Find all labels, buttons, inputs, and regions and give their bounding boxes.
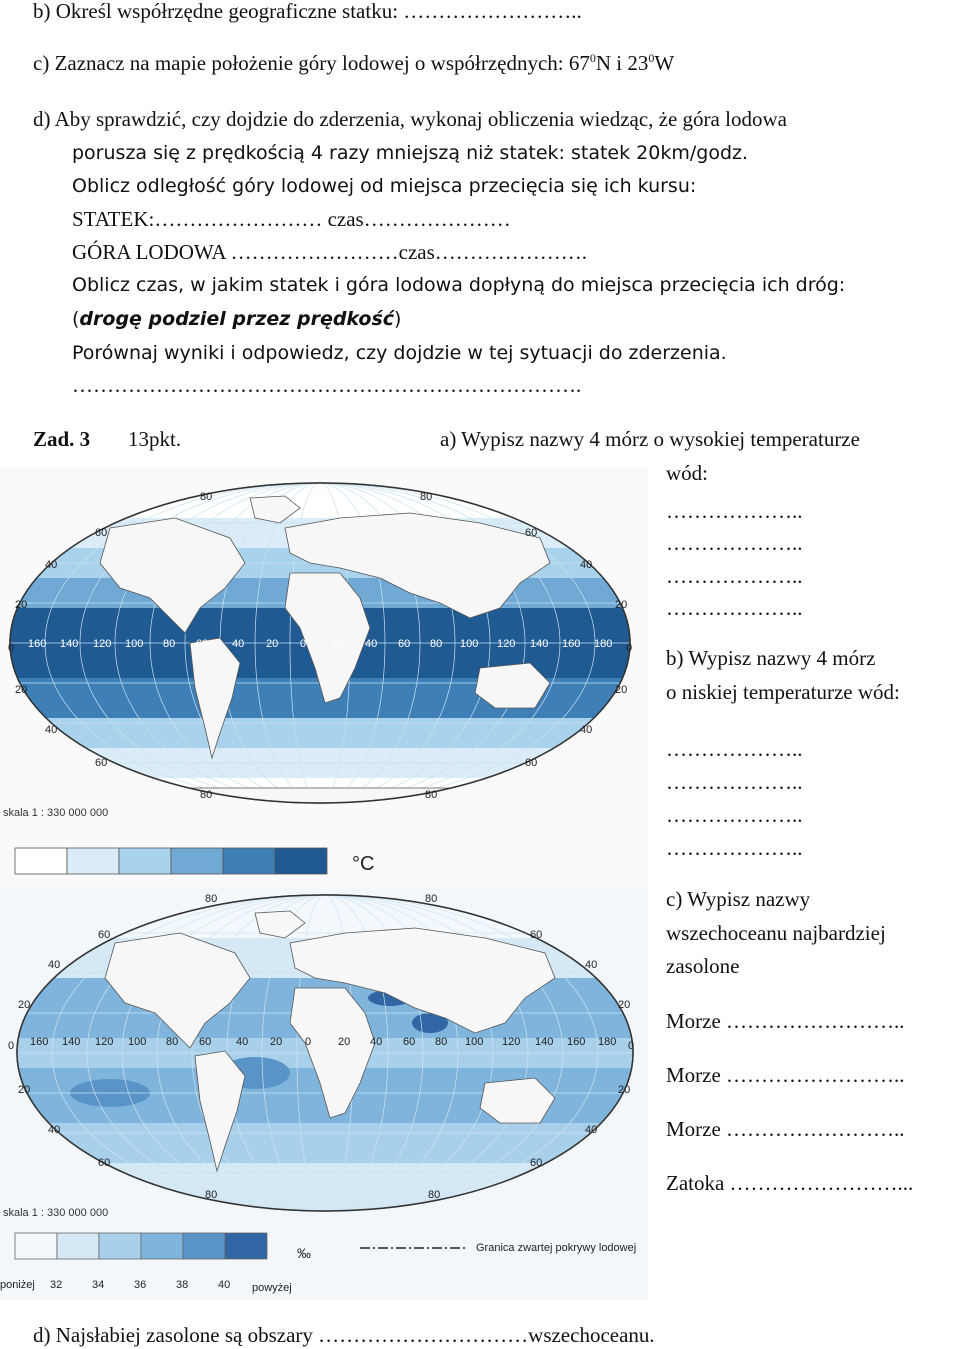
legend-swatch bbox=[275, 848, 327, 874]
lat-label: 80 bbox=[205, 1189, 218, 1201]
lat-label: 0 bbox=[628, 1040, 635, 1052]
legend-tick: 34 bbox=[92, 1279, 105, 1291]
lon-label: 160 bbox=[30, 1036, 49, 1048]
lon-label: 80 bbox=[435, 1036, 448, 1048]
lon-label: 120 bbox=[95, 1036, 114, 1048]
lat-label: 40 bbox=[48, 1124, 61, 1136]
lon-label: 80 bbox=[166, 1036, 179, 1048]
lat-label: 20 bbox=[618, 999, 631, 1011]
task-a-line1: a) Wypisz nazwy 4 mórz o wysokiej temperaturze bbox=[440, 427, 860, 451]
question-b: b) Określ współrzędne geograficzne statku: …………………….. bbox=[33, 0, 582, 23]
task-points: 13pkt. bbox=[128, 427, 182, 451]
lon-label: 60 bbox=[398, 638, 411, 650]
legend-swatch bbox=[223, 848, 275, 874]
lon-label: 140 bbox=[62, 1036, 81, 1048]
task-b-line2: o niskiej temperaturze wód: bbox=[666, 680, 900, 704]
lon-label: 20 bbox=[338, 1036, 351, 1048]
lon-label: 80 bbox=[163, 638, 176, 650]
lat-label: 80 bbox=[420, 491, 433, 503]
answer-line: ……………….. bbox=[666, 836, 803, 860]
salinity-map bbox=[0, 888, 648, 1300]
lon-label: 40 bbox=[370, 1036, 383, 1048]
lon-label: 40 bbox=[232, 638, 245, 650]
legend-swatch bbox=[183, 1233, 225, 1259]
lon-label: 20 bbox=[270, 1036, 283, 1048]
legend-tick: 32 bbox=[50, 1279, 63, 1291]
legend-unit: ‰ bbox=[297, 1245, 311, 1261]
legend-tick: 38 bbox=[176, 1279, 189, 1291]
answer-line: Morze …………………….. bbox=[666, 1009, 905, 1033]
answer-line: ……………….. bbox=[666, 564, 803, 588]
task-b-line1: b) Wypisz nazwy 4 mórz bbox=[666, 646, 876, 670]
lon-label: 60 bbox=[199, 1036, 212, 1048]
legend-swatch bbox=[15, 1233, 57, 1259]
map-scale: skala 1 : 330 000 000 bbox=[3, 807, 109, 819]
lat-label: 20 bbox=[15, 684, 28, 696]
lon-label: 140 bbox=[530, 638, 549, 650]
legend-tick: powyżej bbox=[252, 1282, 292, 1294]
task-c-line3: zasolone bbox=[666, 954, 740, 978]
lat-label: 20 bbox=[618, 1084, 631, 1096]
lat-label: 40 bbox=[580, 559, 593, 571]
answer-line: Morze …………………….. bbox=[666, 1117, 905, 1141]
lat-label: 20 bbox=[615, 599, 628, 611]
map-scale: skala 1 : 330 000 000 bbox=[3, 1207, 109, 1219]
lat-label: 40 bbox=[45, 559, 58, 571]
task-c-line1: c) Wypisz nazwy bbox=[666, 887, 811, 911]
lon-label: 120 bbox=[93, 638, 112, 650]
lat-label: 80 bbox=[205, 893, 218, 905]
task-label: Zad. 3 bbox=[33, 427, 91, 451]
lat-label: 60 bbox=[530, 929, 543, 941]
temperature-map-figure bbox=[0, 468, 648, 888]
legend-ticks bbox=[0, 1279, 292, 1294]
task-a-line2: wód: bbox=[666, 461, 708, 485]
lon-label: 40 bbox=[236, 1036, 249, 1048]
lon-label: 0 bbox=[305, 1036, 312, 1048]
lon-label: 80 bbox=[430, 638, 443, 650]
lat-label: 80 bbox=[425, 893, 438, 905]
legend-tick: poniżej bbox=[0, 1279, 35, 1291]
question-d-line3: Oblicz odległość góry lodowej od miejsca przecięcia się ich kursu: bbox=[72, 175, 697, 197]
answer-line: Zatoka ……………………... bbox=[666, 1171, 914, 1195]
lon-label: 20 bbox=[266, 638, 279, 650]
lat-label: 20 bbox=[15, 599, 28, 611]
legend-unit: °C bbox=[352, 853, 375, 875]
lat-label: 20 bbox=[18, 999, 31, 1011]
question-d-line2: porusza się z prędkością 4 razy mniejszą niż statek: statek 20km/godz. bbox=[72, 142, 749, 164]
answer-line: ………………………………………………………………. bbox=[72, 373, 582, 397]
answer-line: Morze …………………….. bbox=[666, 1063, 905, 1087]
answer-line: ……………….. bbox=[666, 499, 803, 523]
lat-label: 0 bbox=[626, 642, 633, 654]
question-d-line6: Oblicz czas, w jakim statek i góra lodowa dopłyną do miejsca przecięcia ich dróg: bbox=[72, 274, 846, 296]
task-c-line2: wszechoceanu najbardziej bbox=[666, 921, 886, 945]
salinity-legend bbox=[15, 1233, 267, 1259]
lat-label: 80 bbox=[428, 1189, 441, 1201]
lat-label: 20 bbox=[18, 1084, 31, 1096]
lon-label: 120 bbox=[497, 638, 516, 650]
temperature-map bbox=[0, 468, 648, 888]
legend-swatch bbox=[119, 848, 171, 874]
legend-swatch bbox=[171, 848, 223, 874]
legend-tick: 36 bbox=[134, 1279, 147, 1291]
lon-label: 180 bbox=[598, 1036, 617, 1048]
question-d-compare: Porównaj wyniki i odpowiedz, czy dojdzie w tej sytuacji do zderzenia. bbox=[72, 342, 727, 364]
lon-label: 160 bbox=[562, 638, 581, 650]
lon-label: 40 bbox=[365, 638, 378, 650]
lon-label: 20 bbox=[333, 638, 346, 650]
lon-label: 100 bbox=[460, 638, 479, 650]
answer-line: ……………….. bbox=[666, 803, 803, 827]
lon-label: 120 bbox=[502, 1036, 521, 1048]
lon-label: 100 bbox=[125, 638, 144, 650]
lon-label: 160 bbox=[28, 638, 47, 650]
lat-label: 60 bbox=[95, 757, 108, 769]
lon-label: 0 bbox=[300, 638, 307, 650]
lat-label: 80 bbox=[425, 789, 438, 801]
temperature-legend bbox=[15, 848, 327, 874]
question-d-ship: STATEK:…………………… czas………………… bbox=[72, 207, 511, 231]
lon-label: 140 bbox=[535, 1036, 554, 1048]
legend-swatch bbox=[67, 848, 119, 874]
lat-label: 40 bbox=[585, 1124, 598, 1136]
lat-label: 40 bbox=[48, 959, 61, 971]
lat-label: 0 bbox=[8, 1040, 15, 1052]
lat-label: 60 bbox=[525, 757, 538, 769]
lat-label: 60 bbox=[530, 1157, 543, 1169]
legend-swatch bbox=[141, 1233, 183, 1259]
lat-label: 60 bbox=[525, 527, 538, 539]
lat-label: 80 bbox=[200, 789, 213, 801]
lat-label: 20 bbox=[615, 684, 628, 696]
answer-line: ……………….. bbox=[666, 770, 803, 794]
answer-line: ……………….. bbox=[666, 531, 803, 555]
legend-swatch bbox=[225, 1233, 267, 1259]
lat-label: 40 bbox=[580, 724, 593, 736]
lat-label: 0 bbox=[8, 642, 15, 654]
question-d-hint: (drogę podziel przez prędkość) bbox=[72, 308, 402, 330]
lat-label: 40 bbox=[585, 959, 598, 971]
question-c: c) Zaznacz na mapie położenie góry lodowej o współrzędnych: $67^0N$ i $23^0W$ bbox=[33, 51, 675, 75]
legend-boundary-label: Granica zwartej pokrywy lodowej bbox=[476, 1242, 637, 1254]
question-d-iceberg: GÓRA LODOWA ……………………czas…………………. bbox=[72, 240, 588, 264]
lon-label: 100 bbox=[128, 1036, 147, 1048]
legend-swatch bbox=[99, 1233, 141, 1259]
lon-label: 60 bbox=[403, 1036, 416, 1048]
question-d-line1: d) Aby sprawdzić, czy dojdzie do zderzenia, wykonaj obliczenia wiedząc, że góra lodowa bbox=[33, 107, 787, 131]
legend-tick: 40 bbox=[218, 1279, 231, 1291]
lon-label: 140 bbox=[60, 638, 79, 650]
legend-swatch bbox=[57, 1233, 99, 1259]
legend-swatch bbox=[15, 848, 67, 874]
lon-label: 160 bbox=[567, 1036, 586, 1048]
lat-label: 40 bbox=[45, 724, 58, 736]
lon-label: 100 bbox=[465, 1036, 484, 1048]
lon-label: 60 bbox=[196, 638, 209, 650]
lat-label: 80 bbox=[200, 491, 213, 503]
answer-line: ……………….. bbox=[666, 596, 803, 620]
lat-label: 60 bbox=[95, 527, 108, 539]
answer-line: ……………….. bbox=[666, 737, 803, 761]
salinity-map-figure bbox=[0, 888, 648, 1300]
lat-label: 60 bbox=[98, 1157, 111, 1169]
lon-label: 180 bbox=[594, 638, 613, 650]
task-d: d) Najsłabiej zasolone są obszary …………………………wszechoceanu. bbox=[33, 1323, 655, 1347]
lat-label: 60 bbox=[98, 929, 111, 941]
